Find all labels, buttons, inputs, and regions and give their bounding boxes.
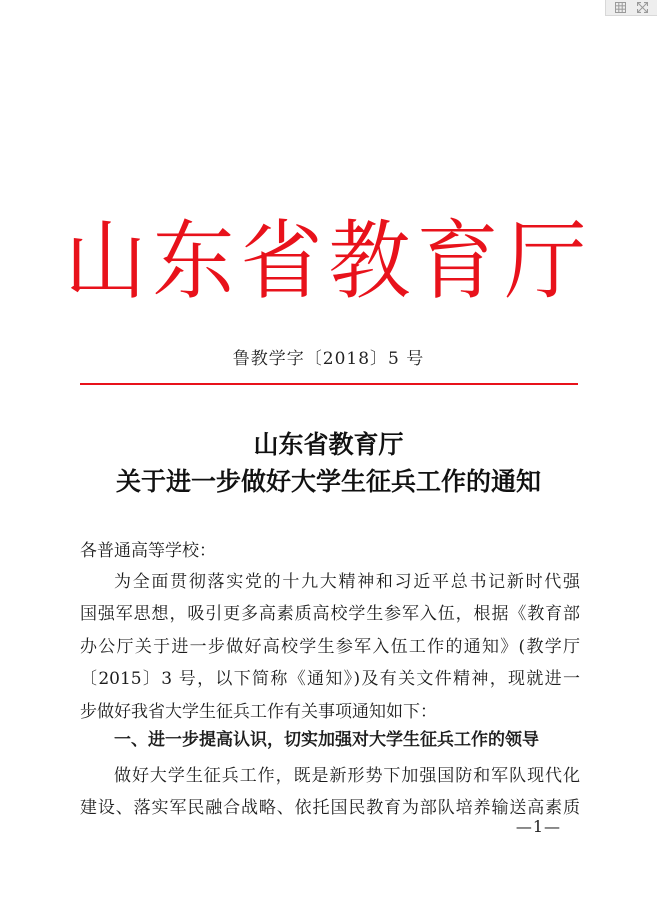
document-title-line2: 关于进一步做好大学生征兵工作的通知 xyxy=(115,467,541,496)
addressee: 各普通高等学校： xyxy=(80,541,216,561)
grid-icon[interactable] xyxy=(615,2,626,13)
paragraph1-line: 〔2015〕3 号，以下简称《通知》)及有关文件精神，现就进一 xyxy=(80,669,580,689)
paragraph1-line: 为全面贯彻落实党的十九大精神和习近平总书记新时代强 xyxy=(114,572,580,592)
red-divider xyxy=(80,383,578,385)
paragraph2-line: 建设、落实军民融合战略、依托国民教育为部队培养输送高素质 xyxy=(80,798,580,818)
page-number: —1— xyxy=(515,817,561,836)
expand-icon[interactable] xyxy=(637,2,648,13)
paragraph2-line: 做好大学生征兵工作，既是新形势下加强国防和军队现代化 xyxy=(114,766,580,786)
paragraph1-line: 步做好我省大学生征兵工作有关事项通知如下： xyxy=(80,702,437,722)
organization-header: 山东省教育厅 xyxy=(64,211,593,312)
viewer-toolbar xyxy=(605,0,657,16)
document-title-line1: 山东省教育厅 xyxy=(253,430,404,459)
paragraph1-line: 国强军思想，吸引更多高素质高校学生参军入伍，根据《教育部 xyxy=(80,604,580,624)
section1-heading: 一、进一步提高认识，切实加强对大学生征兵工作的领导 xyxy=(114,730,539,750)
paragraph1-line: 办公厅关于进一步做好高校学生参军入伍工作的通知》(教学厅 xyxy=(80,637,580,657)
document-number: 鲁教学字〔2018〕5 号 xyxy=(232,349,425,369)
